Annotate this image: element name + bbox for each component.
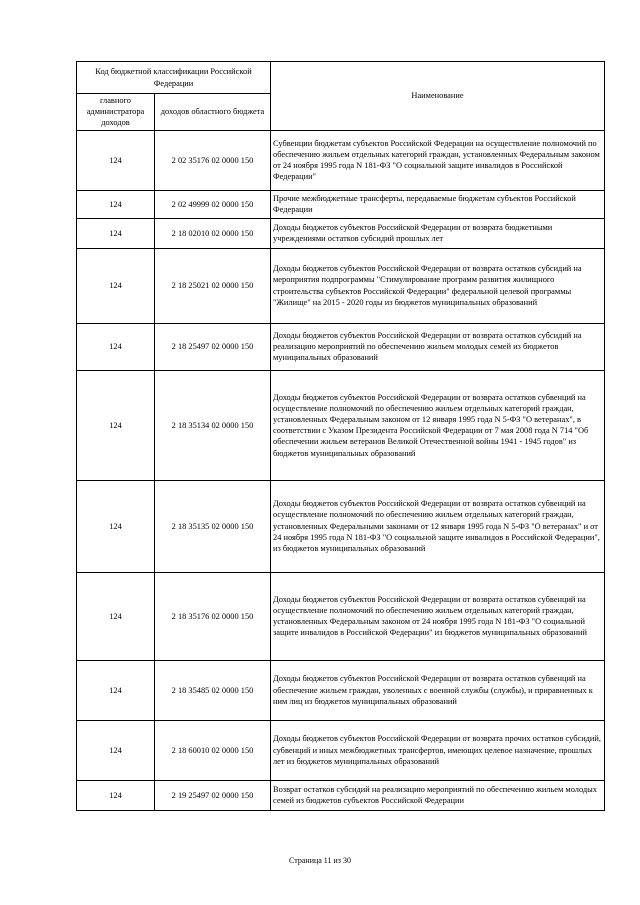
income-code-cell: 2 02 35176 02 0000 150 (155, 130, 271, 190)
name-cell: Доходы бюджетов субъектов Российской Федерации от возврата бюджетными учреждениями остатков субсидий прошлых лет (271, 218, 605, 248)
header-classification-code: Код бюджетной классификации Российской Федерации (77, 62, 271, 94)
income-code-cell: 2 18 02010 02 0000 150 (155, 218, 271, 248)
income-code-cell: 2 18 35135 02 0000 150 (155, 480, 271, 572)
name-cell: Доходы бюджетов субъектов Российской Федерации от возврата остатков субсидий на реализацию мероприятий по обеспечению жильем молодых семей из бюджетов муниципальных образований (271, 323, 605, 370)
table-row (77, 323, 605, 370)
name-cell: Возврат остатков субсидий на реализацию мероприятий по обеспечению жильем молодых семей из бюджетов субъектов Российской Федерации (271, 780, 605, 810)
header-income: доходов областного бюджета (155, 94, 271, 131)
page-number: Страница 11 из 30 (289, 856, 351, 865)
income-code-cell: 2 18 35485 02 0000 150 (155, 660, 271, 720)
income-code-cell: 2 18 25497 02 0000 150 (155, 323, 271, 370)
name-cell: Субвенции бюджетам субъектов Российской Федерации на осуществление полномочий по обеспечению жильем отдельных категорий граждан, установленных Федеральным законом от 24 ноября 1995 года N 181-ФЗ "О социальной защите инвалидов в Российской Федерации" (271, 130, 605, 190)
income-code-cell: 2 18 25021 02 0000 150 (155, 248, 271, 323)
admin-code-cell: 124 (77, 218, 155, 248)
admin-code-cell: 124 (77, 323, 155, 370)
income-code-cell: 2 18 60010 02 0000 150 (155, 720, 271, 780)
header-name: Наименование (271, 62, 605, 131)
name-cell: Доходы бюджетов субъектов Российской Федерации от возврата остатков субвенций на осуществление полномочий по обеспечению жильем отдельных категорий граждан, установленных Федеральными законами от 12 января 1995 года N 5-ФЗ "О ветеранах" и от 24 ноября 1995 года N 181-ФЗ "О социальной защите инвалидов в Российской Федерации", из бюджетов муниципальных образований (271, 480, 605, 572)
table-row (77, 370, 605, 480)
admin-code-cell: 124 (77, 190, 155, 218)
table-header-row (77, 62, 605, 94)
name-cell: Доходы бюджетов субъектов Российской Федерации от возврата остатков субвенций на осуществление полномочий по обеспечению жильем отдельных категорий граждан, установленных Федеральным законом от 12 января 1995 года N 5-ФЗ "О ветеранах", в соответствии с Указом Президента Российской Федерации от 7 мая 2008 года N 714 "Об обеспечении жильем ветеранов Великой Отечественной войны 1941 - 1945 годов" из бюджетов муниципальных образований (271, 370, 605, 480)
income-code-cell: 2 02 49999 02 0000 150 (155, 190, 271, 218)
admin-code-cell: 124 (77, 248, 155, 323)
income-code-cell: 2 19 25497 02 0000 150 (155, 780, 271, 810)
admin-code-cell: 124 (77, 780, 155, 810)
table-row (77, 130, 605, 190)
budget-classification-table (76, 61, 605, 811)
header-admin: главного администратора доходов (77, 94, 155, 131)
name-cell: Доходы бюджетов субъектов Российской Федерации от возврата остатков субсидий на мероприятия подпрограммы "Стимулирование программ развития жилищного строительства субъектов Российской Федерации" федеральной целевой программы "Жилище" на 2015 - 2020 годы из бюджетов муниципальных образований (271, 248, 605, 323)
table-row (77, 780, 605, 810)
table-row (77, 720, 605, 780)
admin-code-cell: 124 (77, 660, 155, 720)
name-cell: Прочие межбюджетные трансферты, передаваемые бюджетам субъектов Российской Федерации (271, 190, 605, 218)
table-row (77, 480, 605, 572)
admin-code-cell: 124 (77, 130, 155, 190)
table-row (77, 218, 605, 248)
table-row (77, 190, 605, 218)
table-row (77, 572, 605, 660)
table-row (77, 248, 605, 323)
admin-code-cell: 124 (77, 720, 155, 780)
name-cell: Доходы бюджетов субъектов Российской Федерации от возврата остатков субвенций на обеспечение жильем граждан, уволенных с военной службы (службы), и приравненных к ним лиц из бюджетов муниципальных образований (271, 660, 605, 720)
income-code-cell: 2 18 35176 02 0000 150 (155, 572, 271, 660)
admin-code-cell: 124 (77, 480, 155, 572)
income-code-cell: 2 18 35134 02 0000 150 (155, 370, 271, 480)
table-row (77, 660, 605, 720)
admin-code-cell: 124 (77, 572, 155, 660)
admin-code-cell: 124 (77, 370, 155, 480)
name-cell: Доходы бюджетов субъектов Российской Федерации от возврата остатков субвенций на осуществление полномочий по обеспечению жильем отдельных категорий граждан, установленных Федеральным законом от 24 ноября 1995 года N 181-ФЗ "О социальной защите инвалидов в Российской Федерации" из бюджетов муниципальных образований (271, 572, 605, 660)
name-cell: Доходы бюджетов субъектов Российской Федерации от возврата прочих остатков субсидий, субвенций и иных межбюджетных трансфертов, имеющих целевое назначение, прошлых лет из бюджетов муниципальных образований (271, 720, 605, 780)
